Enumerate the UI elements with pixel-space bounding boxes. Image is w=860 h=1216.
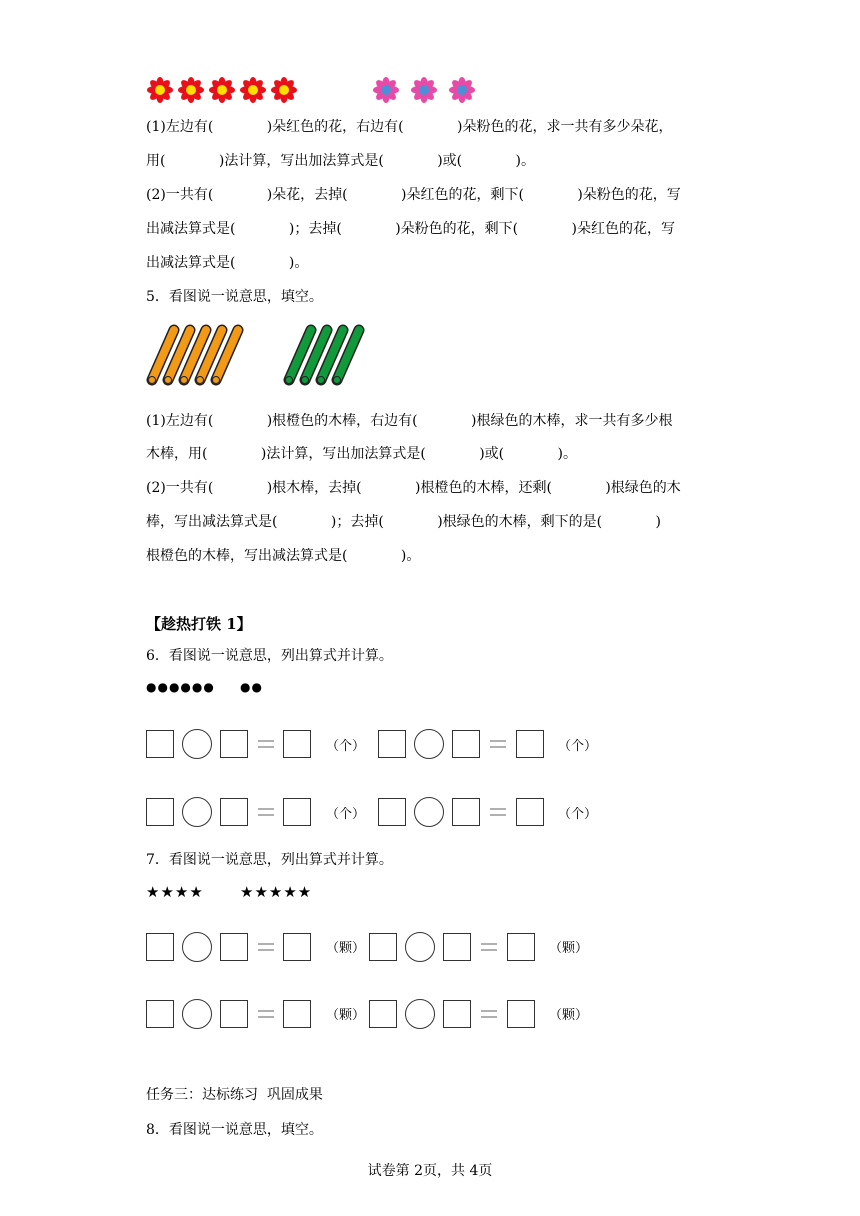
flower-picture (146, 76, 486, 108)
equals-sign (481, 942, 497, 952)
red-flower-icon (177, 76, 205, 104)
q5-line-5: 根橙色的木棒，写出减法算式是( )。 (146, 548, 421, 564)
q6-title: 6．看图说一说意思，列出算式并计算。 (146, 648, 393, 664)
answer-box[interactable] (283, 730, 311, 758)
answer-box[interactable] (146, 798, 174, 826)
red-flower-icon (146, 76, 174, 104)
unit-label: （个） (558, 807, 598, 822)
q5-line-3: (2)一共有( )根木棒，去掉( )根橙色的木棒，还剩( )根绿色的木 (146, 480, 681, 496)
q4-line-2: 用( )法计算，写出加法算式是( )或( )。 (146, 153, 535, 169)
stick-picture (146, 322, 376, 392)
answer-box[interactable] (283, 933, 311, 961)
answer-box[interactable] (452, 798, 480, 826)
answer-box[interactable] (507, 1000, 535, 1028)
q5-line-2: 木棒，用( )法计算，写出加法算式是( )或( )。 (146, 446, 577, 462)
answer-box[interactable] (516, 730, 544, 758)
answer-box[interactable] (146, 1000, 174, 1028)
unit-label: （个） (326, 739, 366, 754)
equals-sign (258, 807, 274, 817)
equals-sign (481, 1009, 497, 1019)
stars-left: ★★★★ (146, 883, 204, 901)
answer-box[interactable] (369, 1000, 397, 1028)
pink-flower-icon (410, 76, 438, 104)
operator-circle[interactable] (405, 999, 435, 1029)
operator-circle[interactable] (182, 999, 212, 1029)
operator-circle[interactable] (414, 797, 444, 827)
answer-box[interactable] (220, 1000, 248, 1028)
answer-box[interactable] (378, 798, 406, 826)
answer-box[interactable] (452, 730, 480, 758)
q8-title: 8．看图说一说意思，填空。 (146, 1122, 323, 1138)
answer-box[interactable] (283, 798, 311, 826)
equals-sign (490, 739, 506, 749)
answer-box[interactable] (443, 1000, 471, 1028)
section-heading: 【趁热打铁 1】 (146, 615, 252, 633)
q5-title: 5．看图说一说意思，填空。 (146, 289, 323, 305)
operator-circle[interactable] (182, 797, 212, 827)
q5-line-1: (1)左边有( )根橙色的木棒，右边有( )根绿色的木棒，求一共有多少根 (146, 413, 673, 429)
equals-sign (258, 1009, 274, 1019)
answer-box[interactable] (220, 798, 248, 826)
unit-label: （个） (558, 739, 598, 754)
answer-box[interactable] (220, 933, 248, 961)
answer-box[interactable] (146, 933, 174, 961)
answer-box[interactable] (220, 730, 248, 758)
unit-label: （颗） (326, 941, 366, 956)
task3-title: 任务三：达标练习 巩固成果 (146, 1087, 323, 1103)
pink-flower-icon (448, 76, 476, 104)
red-flower-icon (270, 76, 298, 104)
dots-right: ●● (240, 680, 263, 694)
operator-circle[interactable] (182, 932, 212, 962)
operator-circle[interactable] (405, 932, 435, 962)
answer-box[interactable] (146, 730, 174, 758)
answer-box[interactable] (507, 933, 535, 961)
unit-label: （颗） (326, 1008, 366, 1023)
answer-box[interactable] (443, 933, 471, 961)
answer-box[interactable] (369, 933, 397, 961)
equals-sign (258, 942, 274, 952)
stars-right: ★★★★★ (240, 883, 313, 901)
equals-sign (258, 739, 274, 749)
answer-box[interactable] (283, 1000, 311, 1028)
pink-flower-icon (372, 76, 400, 104)
q4-line-3: (2)一共有( )朵花，去掉( )朵红色的花，剩下( )朵粉色的花，写 (146, 187, 681, 203)
operator-circle[interactable] (182, 729, 212, 759)
red-flower-icon (208, 76, 236, 104)
unit-label: （颗） (549, 1008, 589, 1023)
page-footer: 试卷第 2页，共 4页 (367, 1163, 493, 1179)
unit-label: （颗） (549, 941, 589, 956)
answer-box[interactable] (378, 730, 406, 758)
operator-circle[interactable] (414, 729, 444, 759)
dots-left: ●●●●●● (146, 680, 215, 694)
unit-label: （个） (326, 807, 366, 822)
q4-line-4: 出减法算式是( )；去掉( )朵粉色的花，剩下( )朵红色的花，写 (146, 221, 675, 237)
equals-sign (490, 807, 506, 817)
q4-line-1: (1)左边有( )朵红色的花，右边有( )朵粉色的花，求一共有多少朵花， (146, 119, 673, 135)
q5-line-4: 棒，写出减法算式是( )；去掉( )根绿色的木棒，剩下的是( ) (146, 514, 661, 530)
q7-title: 7．看图说一说意思，列出算式并计算。 (146, 852, 393, 868)
answer-box[interactable] (516, 798, 544, 826)
q4-line-5: 出减法算式是( )。 (146, 255, 309, 271)
red-flower-icon (239, 76, 267, 104)
